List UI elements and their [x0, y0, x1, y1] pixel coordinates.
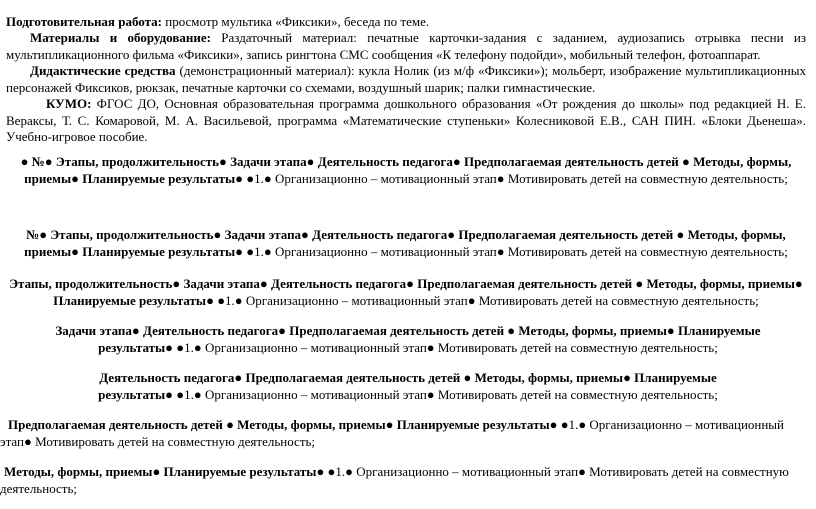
row-7-normal: 1.● Организационно – мотивационный этап● Мотивировать детей на совместную деятельность; — [0, 464, 789, 496]
didactic-paragraph — [6, 63, 806, 96]
table-header-row-1 — [6, 154, 806, 187]
table-header-row-6 — [0, 417, 808, 450]
table-header-row-5 — [80, 370, 736, 403]
table-header-row-3 — [6, 276, 806, 309]
row-3-bold: Этапы, продолжительность● Задачи этапа● Деятельность педагога● Предполагаемая деятельность детей ● Методы, формы, приемы● Планируемые результаты● ● — [9, 276, 803, 308]
row-2-bold: №● Этапы, продолжительность● Задачи этапа● Деятельность педагога● Предполагаемая деятельность детей ● Методы, формы, приемы● Планируемые результаты● ● — [24, 227, 786, 259]
row-1-normal: 1.● Организационно – мотивационный этап● Мотивировать детей на совместную деятельность; — [254, 170, 788, 186]
kumo-label: КУМО: — [46, 96, 92, 111]
row-3-normal: 1.● Организационно – мотивационный этап● Мотивировать детей на совместную деятельность; — [225, 292, 759, 308]
table-header-row-7 — [0, 464, 808, 497]
row-5-normal: 1.● Организационно – мотивационный этап● Мотивировать детей на совместную деятельность; — [184, 386, 718, 402]
prep-label: Подготовительная работа: — [6, 14, 162, 29]
row-5-bold: Деятельность педагога● Предполагаемая деятельность детей ● Методы, формы, приемы● Планируемые результаты● ● — [98, 370, 717, 402]
row-7-bold: Методы, формы, приемы● Планируемые результаты● ● — [4, 464, 336, 479]
table-header-row-2 — [6, 227, 806, 260]
row-6-bold: Предполагаемая деятельность детей ● Методы, формы, приемы● Планируемые результаты● ● — [8, 417, 569, 432]
row-2-normal: 1.● Организационно – мотивационный этап● Мотивировать детей на совместную деятельность; — [254, 243, 788, 259]
materials-label: Материалы и оборудование: — [30, 30, 211, 45]
kumo-text: ФГОС ДО, Основная образовательная программа дошкольного образования «От рождения до школы» под редакцией Н. Е. Вераксы, Т. С. Комаровой, М. А. Васильевой, программа «Математические ступеньки» Колесниковой Е.В., САН ПИН. «Блоки Дьенеша». Учебно-игровое пособие. — [6, 96, 806, 144]
row-6-normal: 1.● Организационно – мотивационный этап● Мотивировать детей на совместную деятельность; — [0, 417, 785, 449]
row-4-normal: 1.● Организационно – мотивационный этап● Мотивировать детей на совместную деятельность; — [184, 339, 718, 355]
row-1-bold: ● №● Этапы, продолжительность● Задачи этапа● Деятельность педагога● Предполагаемая деятельность детей ● Методы, формы, приемы● Планируемые результаты● ● — [20, 154, 792, 186]
prep-paragraph — [6, 14, 806, 31]
table-header-row-4 — [38, 323, 778, 356]
row-4-bold: Задачи этапа● Деятельность педагога● Предполагаемая деятельность детей ● Методы, формы, приемы● Планируемые результаты● ● — [55, 323, 761, 355]
didactic-label: Дидактические средства — [30, 63, 176, 78]
materials-text: Раздаточный материал: печатные карточки-задания с заданием, аудиозапись отрывка песни из мультипликационного фильма «Фиксики», запись рингтона СМС сообщения «К телефону подойди», мобильный телефон, фотоаппарат. — [6, 30, 806, 62]
materials-paragraph — [6, 30, 806, 63]
didactic-text: (демонстрационный материал): кукла Нолик (из м/ф «Фиксики»); мольберт, изображение мультипликационных персонажей Фиксиков, рюкзак, печатные карточки со схемами, воздушный шарик; палки гимнастические. — [6, 63, 806, 95]
prep-text: просмотр мультика «Фиксики», беседа по теме. — [161, 14, 430, 29]
kumo-paragraph — [6, 96, 806, 146]
